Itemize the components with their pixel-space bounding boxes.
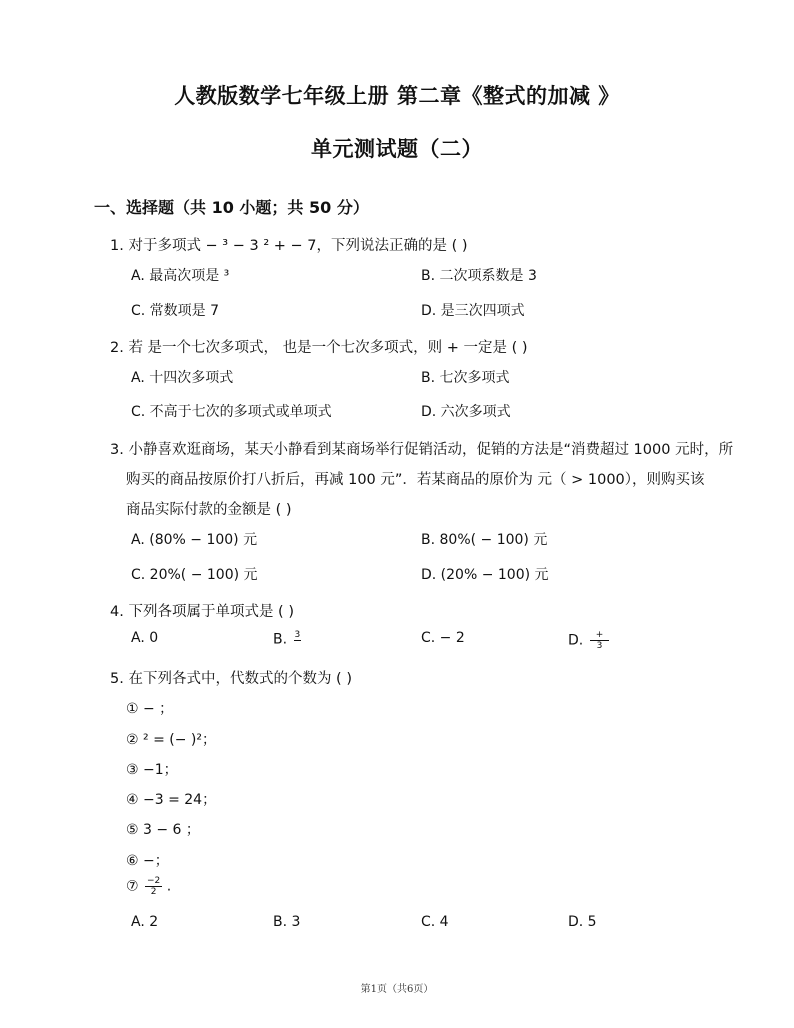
question-5-stem: 5. 在下列各式中，代数式的个数为 ( ) [110,671,352,687]
question-5-item-7 [126,876,171,897]
question-5-option-b: B. 3 [273,914,301,930]
question-1-stem: 1. 对于多项式 − ³ − 3 ² + − 7，下列说法正确的是 ( ) [110,238,468,254]
question-2-stem: 2. 若 是一个七次多项式， 也是一个七次多项式，则 + 一定是 ( ) [110,340,528,356]
question-4-option-c: C. − 2 [421,630,465,646]
question-5-item-7-fraction [145,876,162,897]
fraction-numerator: 3 [294,630,301,640]
question-2-option-a: A. 十四次多项式 [131,370,234,386]
question-4-option-b [273,630,301,649]
question-4-option-d-label: D. [568,632,584,649]
fraction-numerator: + [590,630,610,641]
question-1-option-a: A. 最高次项是 ³ [131,268,230,284]
question-5-option-c: C. 4 [421,914,449,930]
question-5-item-6: ⑥ −； [126,853,169,869]
question-4-option-b-fraction [294,630,302,649]
page-footer: 第1页（共6页） [360,984,434,995]
question-3-stem-line-3: 商品实际付款的金额是 ( ) [126,502,292,518]
question-1-option-b: B. 二次项系数是 3 [421,268,537,284]
question-4-option-b-label: B. [273,631,288,648]
question-3-option-a: A. (80% − 100) 元 [131,532,258,548]
question-5-item-4: ④ −3 = 24； [126,792,217,808]
question-2-option-c: C. 不高于七次的多项式或单项式 [131,404,332,420]
question-1-option-d: D. 是三次四项式 [421,303,525,319]
question-4-option-d [568,630,609,651]
question-5-item-7-period: . [166,878,172,895]
question-2-option-b: B. 七次多项式 [421,370,510,386]
fraction-numerator: −2 [147,876,161,886]
question-5-item-3: ③ −1； [126,762,178,778]
question-3-option-d: D. (20% − 100) 元 [421,567,549,583]
question-3-stem-line-1: 3. 小静喜欢逛商场，某天小静看到某商场举行促销活动，促销的方法是“消费超过 1000 元时，所 [110,442,734,458]
question-1-option-c: C. 常数项是 7 [131,303,220,319]
document-title: 人教版数学七年级上册 第二章《整式的加减 》 [174,84,620,108]
question-5-option-d: D. 5 [568,914,597,930]
fraction-denominator [294,641,302,649]
question-4-option-a: A. 0 [131,630,159,646]
question-4-stem: 4. 下列各项属于单项式是 ( ) [110,604,294,620]
question-5-option-a: A. 2 [131,914,159,930]
fraction-denominator: 2 [150,887,157,897]
question-5-item-7-marker: ⑦ [126,878,139,895]
question-5-item-2: ② ² = (− )²； [126,732,216,748]
question-2-option-d: D. 六次多项式 [421,404,511,420]
question-3-option-c: C. 20%( − 100) 元 [131,567,258,583]
fraction-denominator: 3 [596,641,603,651]
question-4-option-d-fraction [590,630,610,651]
document-subtitle: 单元测试题（二） [311,137,483,161]
question-5-item-1: ① − ； [126,701,174,717]
question-5-item-5: ⑤ 3 − 6 ； [126,822,200,838]
section-heading: 一、选择题（共 10 小题；共 50 分） [94,198,369,217]
question-3-option-b: B. 80%( − 100) 元 [421,532,548,548]
question-3-stem-line-2: 购买的商品按原价打八折后，再减 100 元”．若某商品的原价为 元（ > 1000），则购买该 [126,472,705,488]
